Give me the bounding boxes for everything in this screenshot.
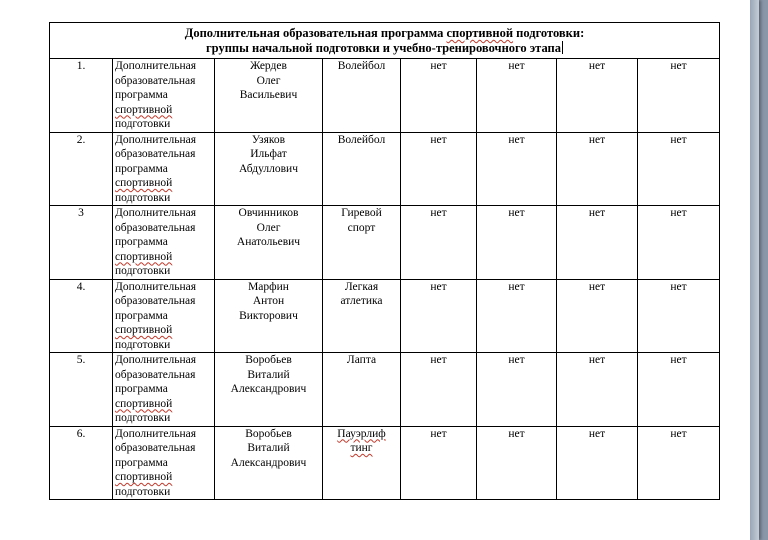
coach-name-cell[interactable] <box>215 206 323 280</box>
cell-text-line: Александрович <box>230 456 307 469</box>
cell-text-line: атлетика <box>340 295 383 307</box>
value-cell[interactable] <box>557 132 638 206</box>
program-cell[interactable] <box>113 132 215 206</box>
value-text: нет <box>430 207 447 219</box>
value-cell[interactable] <box>638 132 720 206</box>
table-title[interactable] <box>50 23 720 59</box>
program-cell[interactable] <box>113 59 215 133</box>
sport-cell[interactable] <box>323 206 401 280</box>
cell-text-line <box>115 470 212 485</box>
cell-text-line: Узяков <box>251 133 286 146</box>
program-cell[interactable] <box>113 279 215 353</box>
value-text: нет <box>508 207 525 219</box>
coach-name-cell[interactable] <box>215 59 323 133</box>
spellcheck-word: спортивной <box>115 250 173 263</box>
value-cell[interactable] <box>557 279 638 353</box>
spellcheck-word: спортивной <box>115 471 173 483</box>
cell-text-line: Овчинников <box>238 207 299 219</box>
value-text: нет <box>670 60 687 72</box>
coach-name-cell[interactable] <box>215 132 323 206</box>
title-line-2: группы начальной подготовки и учебно-тренировочного этапа <box>205 40 562 55</box>
spellcheck-word: спортивной <box>115 103 173 116</box>
cell-text-line <box>115 397 212 412</box>
page-edge <box>750 0 759 540</box>
value-text: нет <box>508 60 525 72</box>
cell-text-line: Абдуллович <box>239 162 298 175</box>
value-cell[interactable] <box>638 59 720 133</box>
cell-text-line: подготовки <box>115 191 171 204</box>
cell-text-line: образовательная <box>115 148 196 160</box>
value-text: нет <box>430 280 447 293</box>
cell-text-line: Гиревой <box>341 207 382 219</box>
value-cell[interactable] <box>401 132 477 206</box>
cell-text-line: образовательная <box>115 221 196 234</box>
value-cell[interactable] <box>401 426 477 500</box>
cell-text-line: подготовки <box>115 485 171 498</box>
cell-text-line: Дополнительная <box>115 60 197 72</box>
program-table <box>49 22 720 500</box>
cell-text-line: Жердев <box>250 60 287 72</box>
row-number-cell[interactable] <box>50 206 113 280</box>
row-number-cell[interactable] <box>50 59 113 133</box>
cell-text-line <box>115 103 212 118</box>
cell-text-line: программа <box>115 162 168 175</box>
value-cell[interactable] <box>557 426 638 500</box>
sport-cell[interactable] <box>323 353 401 427</box>
cell-text-line: Виталий <box>247 442 290 454</box>
cell-text-line: Олег <box>256 74 281 87</box>
table-row <box>50 353 720 427</box>
cell-text-line: Волейбол <box>337 60 386 72</box>
cell-text-line <box>115 176 212 191</box>
value-cell[interactable] <box>477 59 557 133</box>
cell-text-line: Воробьев <box>245 427 292 440</box>
value-text: нет <box>430 133 447 146</box>
value-cell[interactable] <box>477 132 557 206</box>
text-cursor <box>562 41 563 54</box>
value-cell[interactable] <box>557 206 638 280</box>
value-text: нет <box>430 60 447 72</box>
row-number-cell[interactable] <box>50 426 113 500</box>
cell-text-line: Волейбол <box>337 133 386 146</box>
cell-text-line: Виталий <box>247 368 290 381</box>
cell-text-line: спорт <box>347 221 376 234</box>
cell-text-line: программа <box>115 456 168 469</box>
sport-cell[interactable] <box>323 59 401 133</box>
value-text: нет <box>670 354 687 366</box>
table-row <box>50 426 720 500</box>
row-number: 5. <box>76 354 86 366</box>
cell-text-line <box>325 427 398 442</box>
cell-text-line: Ильфат <box>250 148 287 160</box>
sport-cell[interactable] <box>323 426 401 500</box>
value-cell[interactable] <box>638 426 720 500</box>
cell-text-line: Антон <box>252 295 285 307</box>
row-number: 1. <box>76 60 86 72</box>
program-cell[interactable] <box>113 353 215 427</box>
spellcheck-word: спортивной <box>446 26 514 40</box>
coach-name-cell[interactable] <box>215 426 323 500</box>
table-row <box>50 132 720 206</box>
row-number: 6. <box>76 427 86 440</box>
value-text: нет <box>430 354 447 366</box>
cell-text-line: образовательная <box>115 74 196 87</box>
value-cell[interactable] <box>477 353 557 427</box>
value-cell[interactable] <box>477 279 557 353</box>
cell-text-line: Дополнительная <box>115 133 197 146</box>
row-number-cell[interactable] <box>50 353 113 427</box>
spellcheck-word: тинг <box>350 442 373 454</box>
value-cell[interactable] <box>401 279 477 353</box>
cell-text-line: Легкая <box>344 280 379 293</box>
cell-text-line: Дополнительная <box>115 280 197 293</box>
cell-text-line <box>115 250 212 265</box>
value-text: нет <box>588 354 606 366</box>
table-title-row <box>50 23 720 59</box>
cell-text-line: Воробьев <box>245 354 292 366</box>
value-cell[interactable] <box>477 206 557 280</box>
value-text: нет <box>670 280 687 293</box>
cell-text-line: Олег <box>256 221 281 234</box>
title-line-1: Дополнительная образовательная программа спортивной подготовки: <box>184 26 585 40</box>
value-text: нет <box>588 133 606 146</box>
row-number: 4. <box>76 280 86 293</box>
cell-text-line: образовательная <box>115 295 196 307</box>
table-row <box>50 279 720 353</box>
cell-text-line: Лапта <box>346 354 377 366</box>
cell-text-line: программа <box>115 236 168 248</box>
coach-name-cell[interactable] <box>215 353 323 427</box>
value-cell[interactable] <box>557 353 638 427</box>
row-number: 2. <box>76 133 86 146</box>
value-cell[interactable] <box>401 59 477 133</box>
table-row <box>50 59 720 133</box>
value-text: нет <box>670 133 687 146</box>
cell-text-line: Васильевич <box>239 89 298 101</box>
value-cell[interactable] <box>401 206 477 280</box>
spellcheck-word: спортивной <box>115 397 173 410</box>
value-text: нет <box>508 133 525 146</box>
cell-text-line: подготовки <box>115 412 171 424</box>
table-row <box>50 206 720 280</box>
cell-text-line: Дополнительная <box>115 207 197 219</box>
value-text: нет <box>588 427 606 440</box>
spellcheck-word: Пауэрлиф <box>337 427 386 440</box>
cell-text-line: образовательная <box>115 368 196 381</box>
spellcheck-word: спортивной <box>115 324 173 336</box>
cell-text-line: Александрович <box>230 383 307 395</box>
program-cell[interactable] <box>113 426 215 500</box>
cell-text-line: программа <box>115 383 168 395</box>
coach-name-cell[interactable] <box>215 279 323 353</box>
sport-cell[interactable] <box>323 132 401 206</box>
value-text: нет <box>508 427 525 440</box>
cell-text-line: программа <box>115 309 168 322</box>
value-cell[interactable] <box>638 206 720 280</box>
value-cell[interactable] <box>638 353 720 427</box>
cell-text-line: Марфин <box>248 280 289 293</box>
cell-text-line: Дополнительная <box>115 427 197 440</box>
cell-text-line: образовательная <box>115 442 196 454</box>
sport-cell[interactable] <box>323 279 401 353</box>
cell-text-line <box>115 323 212 338</box>
value-text: нет <box>430 427 447 440</box>
cell-text-line: Викторович <box>239 309 298 322</box>
row-number-cell[interactable] <box>50 132 113 206</box>
cell-text-line: Дополнительная <box>115 354 197 366</box>
value-text: нет <box>670 427 687 440</box>
cell-text-line: подготовки <box>115 338 171 351</box>
value-cell[interactable] <box>477 426 557 500</box>
cell-text-line: программа <box>115 89 168 101</box>
cell-text-line: подготовки <box>115 265 171 277</box>
row-number: 3 <box>78 207 84 219</box>
value-text: нет <box>670 207 687 219</box>
cell-text-line <box>325 441 398 456</box>
value-text: нет <box>508 354 525 366</box>
spellcheck-word: спортивной <box>115 177 173 189</box>
value-cell[interactable] <box>401 353 477 427</box>
row-number-cell[interactable] <box>50 279 113 353</box>
value-text: нет <box>588 207 606 219</box>
value-text: нет <box>508 280 525 293</box>
cell-text-line: Анатольевич <box>236 236 301 248</box>
value-text: нет <box>588 280 606 293</box>
value-cell[interactable] <box>638 279 720 353</box>
value-text: нет <box>588 60 606 72</box>
value-cell[interactable] <box>557 59 638 133</box>
program-cell[interactable] <box>113 206 215 280</box>
cell-text-line: подготовки <box>115 118 171 130</box>
